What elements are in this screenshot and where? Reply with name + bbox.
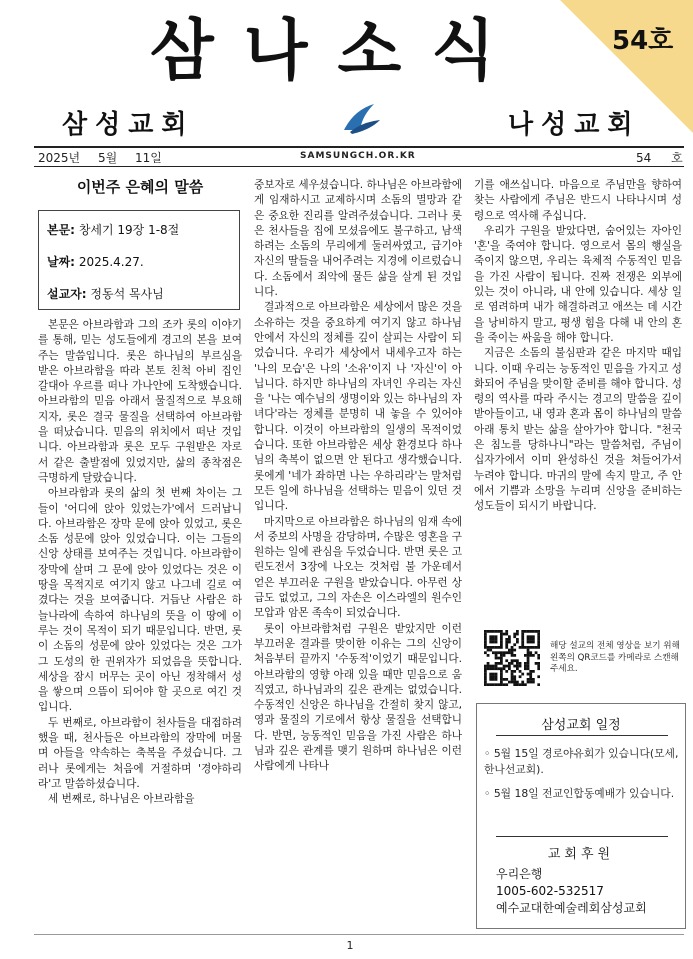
qr-module: [527, 678, 530, 681]
qr-module: [484, 670, 487, 673]
qr-module: [519, 646, 522, 649]
qr-module: [505, 651, 508, 654]
qr-module: [484, 643, 487, 646]
qr-module: [508, 665, 511, 668]
qr-module: [529, 635, 532, 638]
qr-module: [537, 657, 540, 660]
qr-module: [500, 633, 503, 636]
paragraph: 두 번째로, 아브라함이 천사들을 대접하려 했을 때, 천사들은 아브라함의 장막에 머물며 아들을 약속하는 축복을 주셨습니다. 그러나 롯에게는 처음에 거절하며 '경야하리라'고 말씀하셨습니다.: [38, 716, 242, 790]
qr-module: [495, 630, 498, 633]
date-label: 날짜:: [47, 255, 75, 269]
qr-module: [516, 667, 519, 670]
qr-module: [508, 651, 511, 654]
preacher-row: [47, 285, 164, 302]
qr-module: [527, 673, 530, 676]
qr-module: [519, 665, 522, 668]
qr-module: [484, 633, 487, 636]
qr-module: [505, 638, 508, 641]
qr-module: [527, 662, 530, 665]
qr-module: [529, 641, 532, 644]
qr-module: [521, 633, 524, 636]
qr-module: [500, 662, 503, 665]
qr-module: [484, 665, 487, 668]
qr-module: [527, 641, 530, 644]
qr-module: [484, 673, 487, 676]
issue-number: 54 호: [636, 151, 683, 165]
qr-module: [513, 654, 516, 657]
flame-icon: [340, 100, 384, 138]
qr-module: [521, 635, 524, 638]
qr-module: [508, 662, 511, 665]
qr-module: [527, 638, 530, 641]
qr-module: [516, 641, 519, 644]
qr-module: [487, 662, 490, 665]
qr-module: [503, 665, 506, 668]
qr-module: [527, 651, 530, 654]
qr-module: [497, 662, 500, 665]
donation-holder: 예수교대한예술레회삼성교회: [496, 901, 647, 915]
qr-module: [537, 667, 540, 670]
qr-module: [495, 673, 498, 676]
qr-module: [508, 649, 511, 652]
qr-module: [529, 646, 532, 649]
qr-module: [500, 670, 503, 673]
qr-module: [529, 678, 532, 681]
date-value: 2025.4.27.: [78, 255, 144, 269]
header-rule-top: [34, 146, 684, 148]
qr-module: [537, 635, 540, 638]
qr-module: [492, 641, 495, 644]
qr-module: [503, 683, 506, 686]
qr-module: [524, 662, 527, 665]
qr-module: [524, 630, 527, 633]
qr-module: [492, 667, 495, 670]
qr-module: [489, 635, 492, 638]
bullet-icon: ◦: [484, 787, 494, 800]
qr-module: [537, 646, 540, 649]
qr-module: [511, 651, 514, 654]
qr-module: [500, 673, 503, 676]
paragraph: 세 번째로, 하나님은 아브라함을: [48, 793, 195, 806]
issue-badge: 54호: [612, 26, 674, 56]
publication-date: 2025년 5월 11일: [38, 151, 162, 165]
qr-module: [524, 665, 527, 668]
paragraph: 기를 애쓰십니다. 마음으로 주님만을 향하여 찾는 사람에게 주님은 반드시 나타나시며 성령으로 역사해 주십니다.: [474, 179, 682, 222]
qr-module: [519, 662, 522, 665]
qr-module: [505, 683, 508, 686]
scripture-label: 본문:: [47, 223, 75, 237]
qr-module: [513, 670, 516, 673]
sermon-column-1: [38, 318, 242, 923]
qr-module: [492, 638, 495, 641]
qr-module: [529, 681, 532, 684]
qr-module: [511, 670, 514, 673]
qr-module: [492, 646, 495, 649]
qr-module: [513, 649, 516, 652]
qr-module: [500, 641, 503, 644]
qr-module: [537, 675, 540, 678]
qr-module: [521, 630, 524, 633]
qr-module: [524, 654, 527, 657]
qr-module: [492, 673, 495, 676]
qr-module: [537, 638, 540, 641]
qr-module: [500, 638, 503, 641]
qr-module: [492, 678, 495, 681]
qr-module: [487, 665, 490, 668]
qr-module: [505, 659, 508, 662]
paragraph: 롯이 아브라함처럼 구원은 받았지만 이런 부끄러운 결과를 맞이한 이유는 그의 신앙이 처음부터 끝까지 '수동적'이었기 때문입니다. 아브라함의 영향 아래 있을 때만 믿음으로 움직였고, 하나님과의 깊은 관계는 없었습니다. 수동적인 신앙은 하나님을 간절히 찾지 않고, 영과 물질의 기로에서 항상 물질을 선택합니다. 반면, 능동적인 믿음을 가진 사람은 하나님과 깊은 관계를 맺기 원하며 하나님은 이런 사람에게 나타나: [254, 622, 462, 773]
qr-module: [537, 654, 540, 657]
donation-title: 교회후원: [547, 847, 615, 862]
qr-module: [487, 654, 490, 657]
qr-module: [537, 662, 540, 665]
qr-module: [511, 681, 514, 684]
paragraph: 본문은 아브라함과 그의 조카 롯의 이야기를 통해, 믿는 성도들에게 경고의 본을 보여주는 말씀입니다. 롯은 하나님의 부르심을 받은 아브라함을 따라 본토 친척 아비 집인 갈대아 우르를 떠나 가나안에 도착했습니다. 아브라함의 믿음 아래서 물질적으로 부요해지자, 롯은 결국 물질을 선택하여 아브라함을 떠났습니다. 믿음의 위치에서 떠난 것입니다. 아브라함과 롯은 모두 구원받은 자로서 같은 출발점에 있었지만, 삶의 종착점은 극명하게 달랐습니다.: [38, 319, 242, 484]
qr-module: [492, 635, 495, 638]
section-heading: 이번주 은혜의 말씀: [76, 178, 204, 196]
scripture-value: 창세기 19장 1-8절: [78, 223, 180, 237]
footer-rule: [34, 934, 684, 935]
qr-module: [521, 673, 524, 676]
qr-module: [505, 643, 508, 646]
paragraph: 지금은 소돔의 불심판과 같은 마지막 때입니다. 이때 우리는 능동적인 믿음을 가지고 성화되어 주님을 맞이할 준비를 해야 합니다. 성령의 역사를 따라 주시는 경고의 말씀을 깊이 받아들이고, 내 영과 혼과 몸이 하나님의 말씀 아래 통치 받는 삶을 살아가야 합니다. "천국은 침노를 당하나니"라는 말씀처럼, 주님이 십자가에서 이미 완성하신 것을 쳐들어가서 누려야 합니다. 마귀의 말에 속지 말고, 주 안에서 기쁨과 소망을 누리며 신앙을 준비하는 성도들이 되시기 바랍니다.: [474, 347, 682, 513]
qr-module: [503, 654, 506, 657]
qr-module: [532, 670, 535, 673]
qr-module: [511, 654, 514, 657]
qr-module: [532, 635, 535, 638]
qr-module: [484, 667, 487, 670]
qr-module: [495, 675, 498, 678]
qr-module: [529, 651, 532, 654]
qr-module: [484, 646, 487, 649]
qr-module: [500, 630, 503, 633]
qr-module: [484, 635, 487, 638]
qr-module: [500, 657, 503, 660]
qr-module: [484, 630, 487, 633]
qr-module: [532, 646, 535, 649]
preacher-label: 설교자:: [47, 287, 87, 301]
qr-module: [532, 630, 535, 633]
qr-module: [519, 670, 522, 673]
qr-module: [513, 633, 516, 636]
qr-module: [527, 635, 530, 638]
qr-module: [503, 633, 506, 636]
qr-module: [495, 646, 498, 649]
qr-module: [492, 675, 495, 678]
qr-module: [495, 657, 498, 660]
schedule-item: ◦ 5월 18일 전교인합동예배가 있습니다.: [484, 787, 675, 800]
qr-module: [508, 641, 511, 644]
qr-module: [500, 635, 503, 638]
qr-module: [535, 630, 538, 633]
qr-module: [495, 665, 498, 668]
qr-module: [503, 651, 506, 654]
qr-module: [521, 638, 524, 641]
qr-module: [495, 667, 498, 670]
qr-module: [537, 643, 540, 646]
qr-module: [503, 667, 506, 670]
qr-module: [516, 681, 519, 684]
donation-bank: 우리은행: [496, 867, 543, 881]
header-rule-bottom: [34, 166, 684, 167]
qr-module: [529, 670, 532, 673]
qr-module: [500, 646, 503, 649]
qr-module: [511, 646, 514, 649]
qr-module: [508, 681, 511, 684]
qr-module: [537, 683, 540, 686]
qr-module: [484, 651, 487, 654]
qr-module: [500, 643, 503, 646]
qr-module: [503, 678, 506, 681]
qr-module: [505, 646, 508, 649]
church-name-right: 나성교회: [508, 110, 641, 140]
schedule-item: ◦ 5월 15일 경로야유회가 있습니다(모세, 한나선교회).: [484, 747, 679, 776]
qr-module: [516, 683, 519, 686]
qr-module: [495, 638, 498, 641]
qr-module: [508, 638, 511, 641]
qr-module: [497, 683, 500, 686]
qr-module: [529, 675, 532, 678]
qr-module: [497, 646, 500, 649]
qr-module: [535, 646, 538, 649]
qr-module: [495, 683, 498, 686]
schedule-title: 삼성교회 일정: [541, 718, 621, 733]
preacher-value: 정동석 목사님: [90, 287, 164, 301]
qr-module: [500, 683, 503, 686]
qr-module: [492, 630, 495, 633]
website-url[interactable]: SAMSUNGCH.OR.KR: [300, 151, 416, 161]
newsletter-title: 삼나소식: [150, 12, 526, 89]
qr-module: [513, 665, 516, 668]
qr-module: [527, 657, 530, 660]
qr-module: [532, 638, 535, 641]
qr-module: [487, 630, 490, 633]
qr-module: [532, 681, 535, 684]
qr-module: [495, 635, 498, 638]
qr-module: [500, 651, 503, 654]
qr-module: [495, 678, 498, 681]
qr-module: [532, 641, 535, 644]
qr-module: [500, 681, 503, 684]
qr-module: [495, 641, 498, 644]
qr-module: [489, 646, 492, 649]
qr-module: [519, 683, 522, 686]
qr-module: [508, 635, 511, 638]
qr-module: [495, 662, 498, 665]
qr-module: [487, 646, 490, 649]
qr-module: [521, 681, 524, 684]
page-number: 1: [346, 939, 354, 952]
qr-module: [487, 649, 490, 652]
qr-module: [489, 675, 492, 678]
qr-module: [500, 654, 503, 657]
qr-module: [505, 641, 508, 644]
qr-module: [521, 646, 524, 649]
qr-module: [516, 630, 519, 633]
qr-module: [505, 670, 508, 673]
qr-module: [513, 678, 516, 681]
qr-module: [495, 651, 498, 654]
qr-module: [527, 667, 530, 670]
qr-module: [535, 662, 538, 665]
qr-module: [500, 678, 503, 681]
qr-module: [492, 651, 495, 654]
sermon-column-3: [474, 178, 682, 618]
sermon-column-2: [254, 178, 462, 923]
qr-module: [532, 678, 535, 681]
qr-module: [497, 651, 500, 654]
qr-module: [511, 649, 514, 652]
qr-module: [527, 654, 530, 657]
qr-module: [489, 649, 492, 652]
qr-module: [516, 659, 519, 662]
qr-module: [492, 665, 495, 668]
qr-module: [513, 635, 516, 638]
qr-module: [527, 630, 530, 633]
qr-module: [529, 673, 532, 676]
qr-module: [489, 641, 492, 644]
qr-module: [529, 654, 532, 657]
qr-module: [516, 633, 519, 636]
qr-module: [532, 654, 535, 657]
qr-module: [513, 683, 516, 686]
qr-module: [487, 667, 490, 670]
qr-module: [511, 662, 514, 665]
qr-module: [484, 641, 487, 644]
qr-module: [484, 683, 487, 686]
qr-module: [497, 630, 500, 633]
qr-code-icon[interactable]: [484, 630, 540, 686]
qr-module: [524, 667, 527, 670]
qr-module: [505, 678, 508, 681]
paragraph: 중보자로 세우셨습니다. 하나님은 아브라함에게 임재하시고 교제하시며 소돔의 멸망과 같은 중요한 진리를 알려주셨습니다. 그러나 롯은 천사들을 집에 모셨음에도 불구하고, 남색 하려는 소돔의 무리에게 둘러싸였고, 급기야 자신의 딸들을 내어주려는 지경에 이르렀습니다. 소돔에서 죄악에 물든 삶을 살게 된 것입니다.: [254, 179, 462, 299]
qr-module: [489, 678, 492, 681]
qr-module: [484, 678, 487, 681]
qr-module: [521, 641, 524, 644]
qr-module: [484, 638, 487, 641]
qr-module: [489, 638, 492, 641]
sermon-info-box: [38, 210, 240, 310]
qr-module: [527, 659, 530, 662]
qr-module: [537, 630, 540, 633]
qr-module: [489, 683, 492, 686]
qr-module: [535, 651, 538, 654]
qr-module: [492, 683, 495, 686]
donation-divider: [496, 836, 668, 837]
paragraph: 결과적으로 아브라함은 세상에서 많은 것을 소유하는 것을 중요하게 여기지 않고 하나님 안에서 자신의 정체를 깊이 살피는 사람이 되었습니다. 우리가 세상에서 내세우고자 하는 '나의 모습'은 나의 '소유'이지 나 '자신'이 아닙니다. 하지만 하나님의 자녀인 우리는 자신을 '나는 예수님의 생명이와 있는 하나님의 자녀다'라는 정체를 분명히 내 놓을 수 있어야 합니다. 이것이 아브라함의 일생의 목적이었습니다. 또한 아브라함은 세상 환경보다 하나님의 축복이 없으면 안 된다고 생각했습니다. 롯에게 '네가 좌하면 나는 우하리라'는 말처럼 모든 일에 하나님을 선택하는 믿음이 있던 것입니다.: [254, 301, 462, 513]
qr-module: [529, 638, 532, 641]
qr-module: [537, 633, 540, 636]
qr-module: [511, 673, 514, 676]
qr-module: [513, 675, 516, 678]
qr-module: [505, 630, 508, 633]
qr-module: [500, 667, 503, 670]
qr-instruction: 해당 설교의 전체 영상을 보기 위해 왼쪽의 QR코드를 카메라로 스캔해 주세요.: [550, 641, 680, 674]
qr-module: [519, 675, 522, 678]
qr-module: [527, 649, 530, 652]
qr-module: [529, 630, 532, 633]
qr-module: [495, 654, 498, 657]
qr-module: [524, 683, 527, 686]
qr-module: [516, 638, 519, 641]
paragraph: 아브라함과 롯의 삶의 첫 번째 차이는 그들이 '어디에 앉아 있었는가'에서 드러납니다. 아브라함은 장막 문에 앉아 있었고, 롯은 소돔 성문에 앉아 있었습니다. 이는 그들의 신앙 상태를 보여주는 것입니다. 아브라함이 장막에 살며 그 문에 앉아 있었다는 것은 이 땅을 목적지로 여기지 않고 나그네 길로 여겼다는 것을 보여줍니다. 거듭난 사람은 하늘나라에 속하여 하나님의 뜻을 이 땅에 이루는 것이 목적이 되기 때문입니다. 반면, 롯이 소돔의 성문에 앉아 있었다는 것은 그가 그 도성의 한 권위자가 되었음을 뜻합니다. 세상을 잠시 머무는 곳이 아닌 정착해서 성을 쌓으며 으뜸이 되어야 할 곳으로 여긴 것입니다.: [38, 487, 242, 714]
qr-module: [508, 667, 511, 670]
qr-module: [489, 667, 492, 670]
qr-module: [484, 675, 487, 678]
qr-module: [497, 667, 500, 670]
qr-module: [516, 665, 519, 668]
qr-module: [516, 662, 519, 665]
qr-module: [487, 683, 490, 686]
qr-module: [489, 673, 492, 676]
qr-module: [497, 657, 500, 660]
qr-module: [505, 665, 508, 668]
bullet-icon: ◦: [484, 747, 494, 760]
qr-module: [521, 683, 524, 686]
qr-module: [537, 641, 540, 644]
qr-module: [521, 643, 524, 646]
qr-module: [513, 681, 516, 684]
qr-module: [489, 665, 492, 668]
qr-module: [484, 681, 487, 684]
qr-module: [527, 665, 530, 668]
qr-module: [511, 678, 514, 681]
qr-module: [500, 675, 503, 678]
donation-account: 1005-602-532517: [496, 884, 604, 898]
qr-module: [527, 681, 530, 684]
qr-module: [537, 665, 540, 668]
qr-module: [489, 630, 492, 633]
qr-module: [513, 643, 516, 646]
paragraph: 마지막으로 아브라함은 하나님의 임재 속에서 중보의 사명을 감당하며, 수많은 영혼을 구원하는 일에 관심을 두었습니다. 반면 롯은 고린도전서 3장에 나오는 것처럼 불 가운데서 얻은 부끄러운 구원을 받았습니다. 아무런 상급도 없었고, 그의 자손은 이스라엘의 원수인 모압과 암몬 족속이 되었습니다.: [254, 515, 462, 620]
schedule-divider: [496, 735, 668, 736]
qr-module: [513, 659, 516, 662]
qr-module: [511, 675, 514, 678]
date-row: [47, 253, 144, 270]
scripture-row: [47, 221, 179, 238]
qr-module: [500, 659, 503, 662]
church-name-left: 삼성교회: [62, 110, 195, 140]
qr-module: [527, 646, 530, 649]
qr-module: [511, 659, 514, 662]
qr-module: [524, 646, 527, 649]
paragraph: 우리가 구원을 받았다면, 숨어있는 자아인 '혼'을 죽여야 합니다. 영으로서 몸의 행실을 죽이지 않으면, 우리는 육체적 수동적인 믿음을 가진 사람이 됩니다. 진짜 전쟁은 외부에 있는 것이 아니라, 내 안에 있습니다. 세상 일로 염려하며 내가 해결하려고 애쓰는 데 시간을 낭비하지 말고, 평생 힘을 다해 내 안의 혼을 죽이는 싸움을 해야 합니다.: [474, 224, 682, 344]
qr-module: [505, 633, 508, 636]
